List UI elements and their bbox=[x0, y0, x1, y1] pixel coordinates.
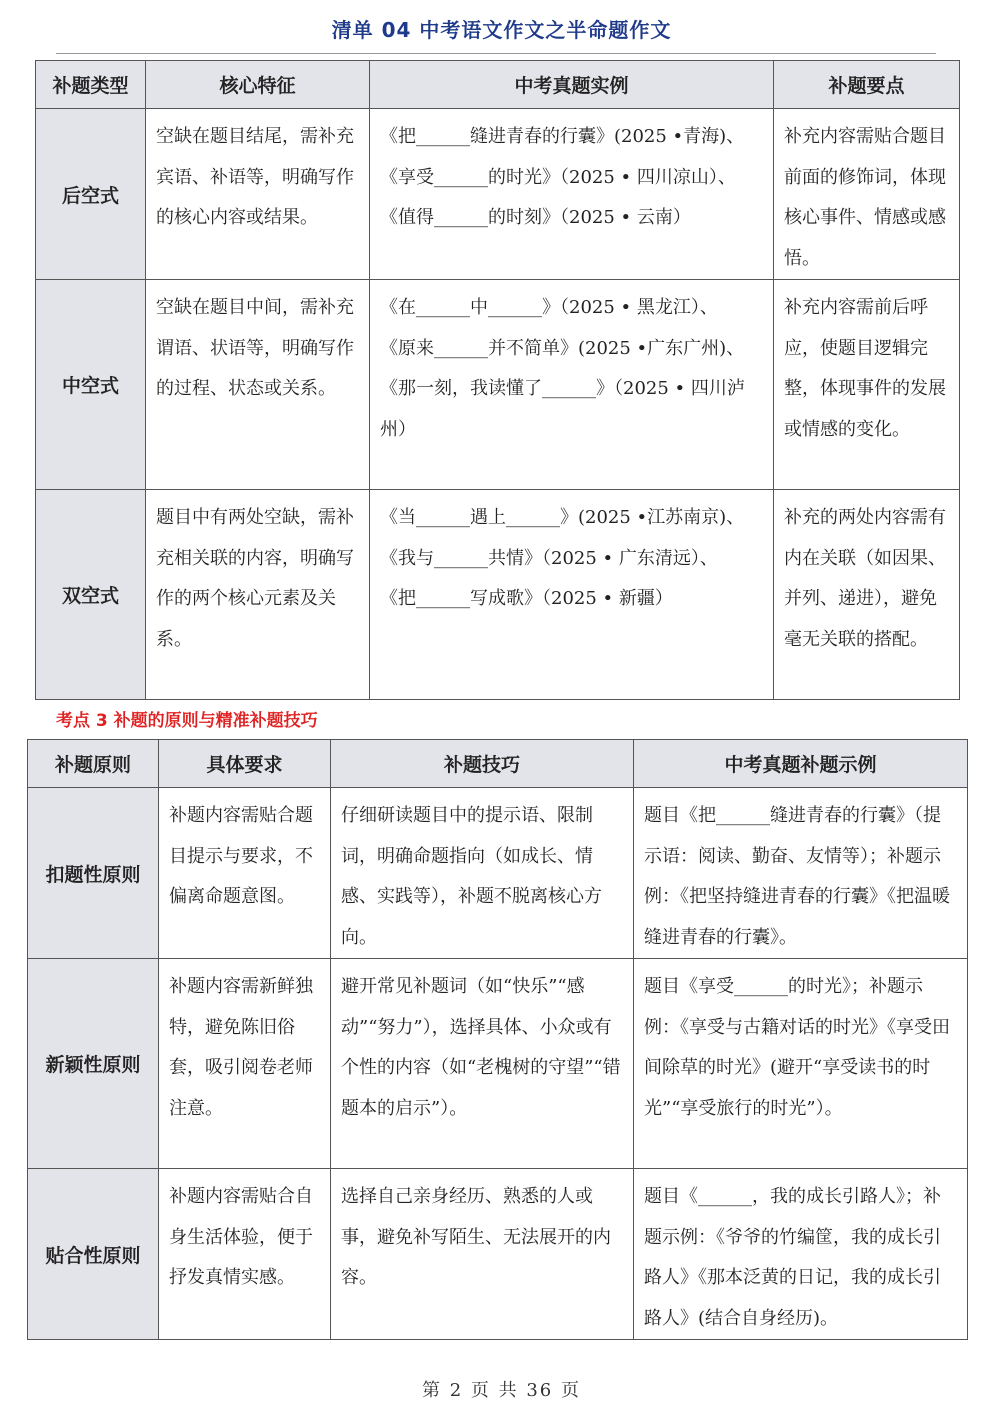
example-item: 《那一刻，我读懂了______》（2025 • 四川泸州） bbox=[380, 378, 745, 440]
examples-cell bbox=[370, 490, 774, 700]
points-cell: 补充内容需贴合题目前面的修饰词，体现核心事件、情感或感悟。 bbox=[774, 109, 960, 280]
column-header: 补题类型 bbox=[36, 61, 146, 109]
example-item: 《在______中______》（2025 • 黑龙江）、 bbox=[380, 297, 718, 318]
example-item: 《把______缝进青春的行囊》(2025 •青海)、 bbox=[380, 126, 745, 147]
table-row bbox=[36, 109, 960, 280]
example-item: 《把______写成歌》（2025 • 新疆） bbox=[380, 588, 673, 609]
feature-cell: 空缺在题目中间，需补充谓语、状语等，明确写作的过程、状态或关系。 bbox=[146, 280, 370, 490]
example-item: 《享受______的时光》（2025 • 四川凉山）、 bbox=[380, 166, 736, 188]
example-item: 《值得______的时刻》（2025 • 云南） bbox=[380, 207, 691, 228]
table-row bbox=[36, 490, 960, 700]
feature-cell: 空缺在题目结尾，需补充宾语、补语等，明确写作的核心内容或结果。 bbox=[146, 109, 370, 280]
row-type-label: 后空式 bbox=[36, 109, 146, 280]
examples-cell bbox=[370, 109, 774, 280]
section-heading: 考点 3 补题的原则与精准补题技巧 bbox=[56, 711, 318, 731]
requirement-cell: 补题内容需贴合题目提示与要求，不偏离命题意图。 bbox=[159, 788, 331, 959]
examples-cell bbox=[370, 280, 774, 490]
column-header: 具体要求 bbox=[159, 740, 331, 788]
table-header-row bbox=[36, 61, 960, 109]
page-number: 第 2 页 共 36 页 bbox=[422, 1380, 581, 1401]
technique-cell: 避开常见补题词（如“快乐”“感动”“努力”），选择具体、小众或有个性的内容（如“老槐树的守望”“错题本的启示”）。 bbox=[331, 959, 634, 1169]
example-item: 《当______遇上______》(2025 •江苏南京)、 bbox=[380, 507, 745, 528]
example-item: 《原来______并不简单》(2025 •广东广州)、 bbox=[380, 337, 745, 359]
example-cell: 题目《享受______的时光》；补题示例：《享受与古籍对话的时光》《享受田间除草的时光》(避开“享受读书的时光”“享受旅行的时光”）。 bbox=[634, 959, 968, 1169]
technique-cell: 仔细研读题目中的提示语、限制词，明确命题指向（如成长、情感、实践等），补题不脱离核心方向。 bbox=[331, 788, 634, 959]
row-type-label: 中空式 bbox=[36, 280, 146, 490]
example-cell: 题目《______，我的成长引路人》；补题示例：《爷爷的竹编筐，我的成长引路人》《那本泛黄的日记，我的成长引路人》(结合自身经历)。 bbox=[634, 1169, 968, 1340]
table-row bbox=[28, 788, 968, 959]
row-principle-label: 新颖性原则 bbox=[28, 959, 159, 1169]
page-header-title: 清单 04 中考语文作文之半命题作文 bbox=[331, 18, 672, 42]
fill-blank-types-table bbox=[35, 60, 960, 700]
column-header: 中考真题实例 bbox=[370, 61, 774, 109]
column-header: 补题要点 bbox=[774, 61, 960, 109]
header-divider bbox=[56, 53, 936, 54]
column-header: 核心特征 bbox=[146, 61, 370, 109]
row-type-label: 双空式 bbox=[36, 490, 146, 700]
column-header: 补题原则 bbox=[28, 740, 159, 788]
row-principle-label: 贴合性原则 bbox=[28, 1169, 159, 1340]
example-item: 《我与______共情》（2025 • 广东清远）、 bbox=[380, 547, 718, 569]
feature-cell: 题目中有两处空缺，需补充相关联的内容，明确写作的两个核心元素及关系。 bbox=[146, 490, 370, 700]
example-cell: 题目《把______缝进青春的行囊》（提示语：阅读、勤奋、友情等）；补题示例：《把坚持缝进青春的行囊》《把温暖缝进青春的行囊》。 bbox=[634, 788, 968, 959]
row-principle-label: 扣题性原则 bbox=[28, 788, 159, 959]
requirement-cell: 补题内容需贴合自身生活体验，便于抒发真情实感。 bbox=[159, 1169, 331, 1340]
table-header-row bbox=[28, 740, 968, 788]
column-header: 中考真题补题示例 bbox=[634, 740, 968, 788]
fill-blank-principles-table bbox=[27, 739, 968, 1340]
table-row bbox=[36, 280, 960, 490]
points-cell: 补充内容需前后呼应，使题目逻辑完整，体现事件的发展或情感的变化。 bbox=[774, 280, 960, 490]
table-row bbox=[28, 1169, 968, 1340]
requirement-cell: 补题内容需新鲜独特，避免陈旧俗套，吸引阅卷老师注意。 bbox=[159, 959, 331, 1169]
column-header: 补题技巧 bbox=[331, 740, 634, 788]
technique-cell: 选择自己亲身经历、熟悉的人或事，避免补写陌生、无法展开的内容。 bbox=[331, 1169, 634, 1340]
points-cell: 补充的两处内容需有内在关联（如因果、并列、递进），避免毫无关联的搭配。 bbox=[774, 490, 960, 700]
table-row bbox=[28, 959, 968, 1169]
